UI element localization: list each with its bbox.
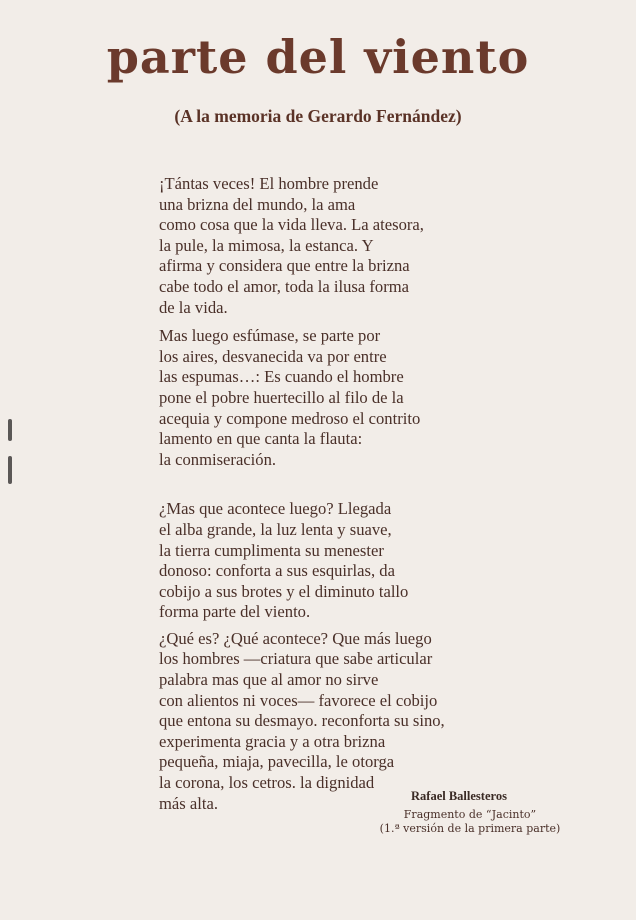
poem-line: afirma y considera que entre la brizna bbox=[159, 256, 410, 276]
poem-line: el alba grande, la luz lenta y suave, bbox=[159, 519, 392, 539]
poem-line: lamento en que canta la flauta: bbox=[159, 429, 363, 449]
poem-line: ¿Qué es? ¿Qué acontece? Que más luego bbox=[159, 628, 432, 648]
staple-mark bbox=[8, 456, 12, 484]
poem-line: acequia y compone medroso el contrito bbox=[159, 408, 421, 428]
poem-body bbox=[159, 174, 599, 814]
stanza-1 bbox=[159, 174, 599, 318]
source-note bbox=[360, 808, 580, 836]
page-title: parte del viento bbox=[106, 30, 530, 84]
poem-line: palabra mas que al amor no sirve bbox=[159, 670, 379, 690]
poem-line: los hombres —criatura que sabe articular bbox=[159, 649, 433, 669]
poem-line: cabe todo el amor, toda la ilusa forma bbox=[159, 276, 409, 296]
poem-line: ¡Tántas veces! El hombre prende bbox=[159, 174, 379, 193]
poem-line: la conmiseración. bbox=[159, 449, 277, 469]
staple-mark bbox=[8, 419, 12, 441]
poem-line: una brizna del mundo, la ama bbox=[159, 194, 356, 214]
poem-line: las espumas…: Es cuando el hombre bbox=[159, 367, 404, 387]
source-line: Fragmento de “Jacinto” bbox=[403, 808, 537, 821]
poem-line: que entona su desmayo. reconforta su sino, bbox=[159, 711, 445, 731]
poem-line: donoso: conforta a sus esquirlas, da bbox=[159, 561, 395, 581]
poem-line: pone el pobre huertecillo al filo de la bbox=[159, 387, 404, 407]
poem-line: la pule, la mimosa, la estanca. Y bbox=[159, 235, 374, 255]
stanza-2 bbox=[159, 326, 599, 470]
poem-line: con alientos ni voces— favorece el cobijo bbox=[159, 690, 438, 710]
poem-line: la corona, los cetros. la dignidad bbox=[159, 773, 375, 793]
poem-line: de la vida. bbox=[159, 297, 228, 317]
dedication: (A la memoria de Gerardo Fernández) bbox=[174, 106, 462, 126]
poem-line: forma parte del viento. bbox=[159, 602, 311, 622]
poem-line: ¿Mas que acontece luego? Llegada bbox=[159, 499, 392, 519]
poem-line: más alta. bbox=[159, 793, 218, 813]
poem-line: como cosa que la vida lleva. La atesora, bbox=[159, 215, 424, 235]
poem-line: la tierra cumplimenta su menester bbox=[159, 540, 384, 560]
stanza-3 bbox=[159, 499, 599, 623]
source-line: (1.ª versión de la primera parte) bbox=[379, 822, 561, 835]
poem-line: experimenta gracia y a otra brizna bbox=[159, 731, 386, 751]
poem-line: los aires, desvanecida va por entre bbox=[159, 346, 387, 366]
poem-line: Mas luego esfúmase, se parte por bbox=[159, 326, 381, 346]
poem-line: cobijo a sus brotes y el diminuto tallo bbox=[159, 581, 409, 601]
poem-line: pequeña, miaja, pavecilla, le otorga bbox=[159, 752, 395, 772]
author-signature: Rafael Ballesteros bbox=[411, 789, 507, 803]
stanza-4 bbox=[159, 629, 599, 814]
